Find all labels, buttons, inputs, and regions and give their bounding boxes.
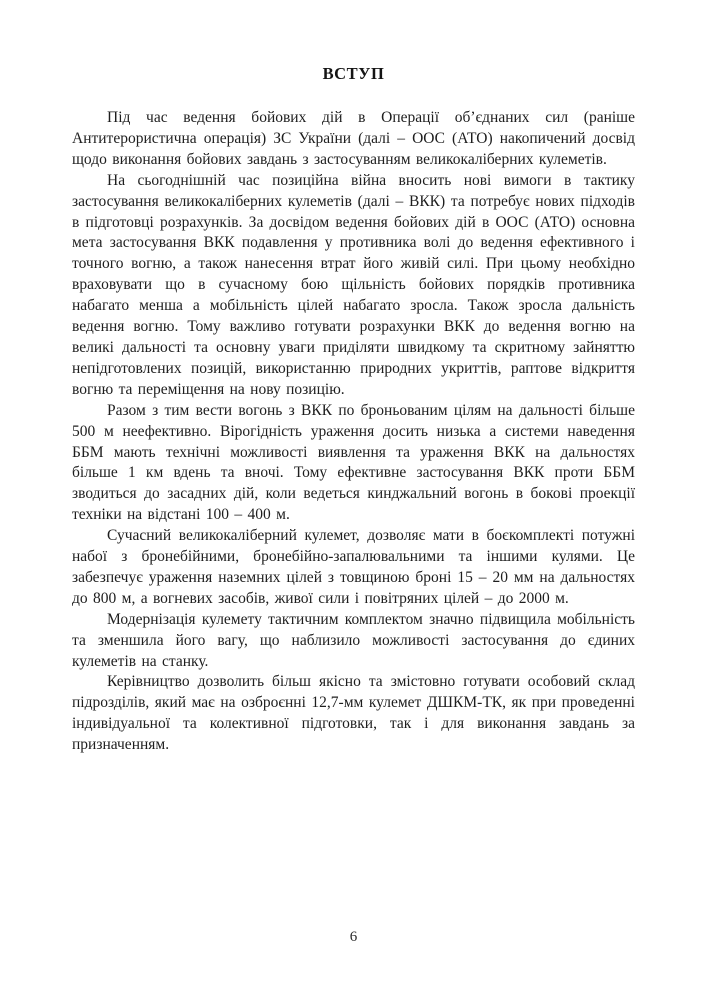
page-number: 6 xyxy=(349,929,358,945)
paragraph-positional-war: На сьогоднішній час позиційна війна вносить нові вимоги в тактику застосування великокаліберних кулеметів (далі – ВКК) та потребує нових підходів в підготовці розрахунків. За досвідом ведення бойових дій в ООС (АТО) основна мета застосування ВКК подавлення у противника волі до ведення ефективного і точного вогню, а також нанесення втрат його живій силі. При цьому необхідно враховувати що в сучасному бою щільність бойових порядків противника набагато менша а мобільність цілей набагато зросла. Також зросла дальність ведення вогню. Тому важливо готувати розрахунки ВКК до ведення вогню на великі дальності та основну уваги приділяти швидкому та скритному зайняттю непідготовлених позицій, використанню природних укриттів, раптове відкриття вогню та переміщення на нову позицію. xyxy=(72,171,635,398)
paragraph-armored-targets: Разом з тим вести вогонь з ВКК по броньованим цілям на дальності більше 500 м неефективно. Вірогідність ураження досить низька а системи наведення ББМ мають технічні можливості виявлення та ураження ВКК на дальностях більше 1 км вдень та вночі. Тому ефективне застосування ВКК проти ББМ зводиться до засадних дій, коли ведеться кинджальний вогонь в бокові проекції техніки на відстані 100 – 400 м. xyxy=(72,401,635,524)
paragraph-modernization: Модернізація кулемету тактичним комплектом значно підвищила мобільність та зменшила його вагу, що наблизило можливості застосування до єдиних кулеметів на станку. xyxy=(72,610,635,670)
paragraph-modern-machinegun: Сучасний великокаліберний кулемет, дозволяє мати в боєкомплекті потужні набої з бронебійними, бронебійно-запалювальними та іншими кулями. Це забезпечує ураження наземних цілей з товщиною броні 15 – 20 мм на дальностях до 800 м, а вогневих засобів, живої сили і повітряних цілей – до 2000 м. xyxy=(72,527,635,607)
page-title: ВСТУП xyxy=(322,64,385,83)
document-content xyxy=(72,64,635,756)
paragraph-intro: Під час ведення бойових дій в Операції об’єднаних сил (раніше Антитерористична операція) ЗС України (далі – ООС (АТО) накопичений досвід щодо виконання бойових завдань з застосуванням великокаліберних кулеметів. xyxy=(72,109,635,168)
paragraph-manual-purpose: Керівництво дозволить більш якісно та змістовно готувати особовий склад підрозділів, який має на озброєнні 12,7-мм кулемет ДШКМ-ТК, як при проведенні індивідуальної та колективної підготовки, так і для виконання завдань за призначенням. xyxy=(72,673,635,754)
